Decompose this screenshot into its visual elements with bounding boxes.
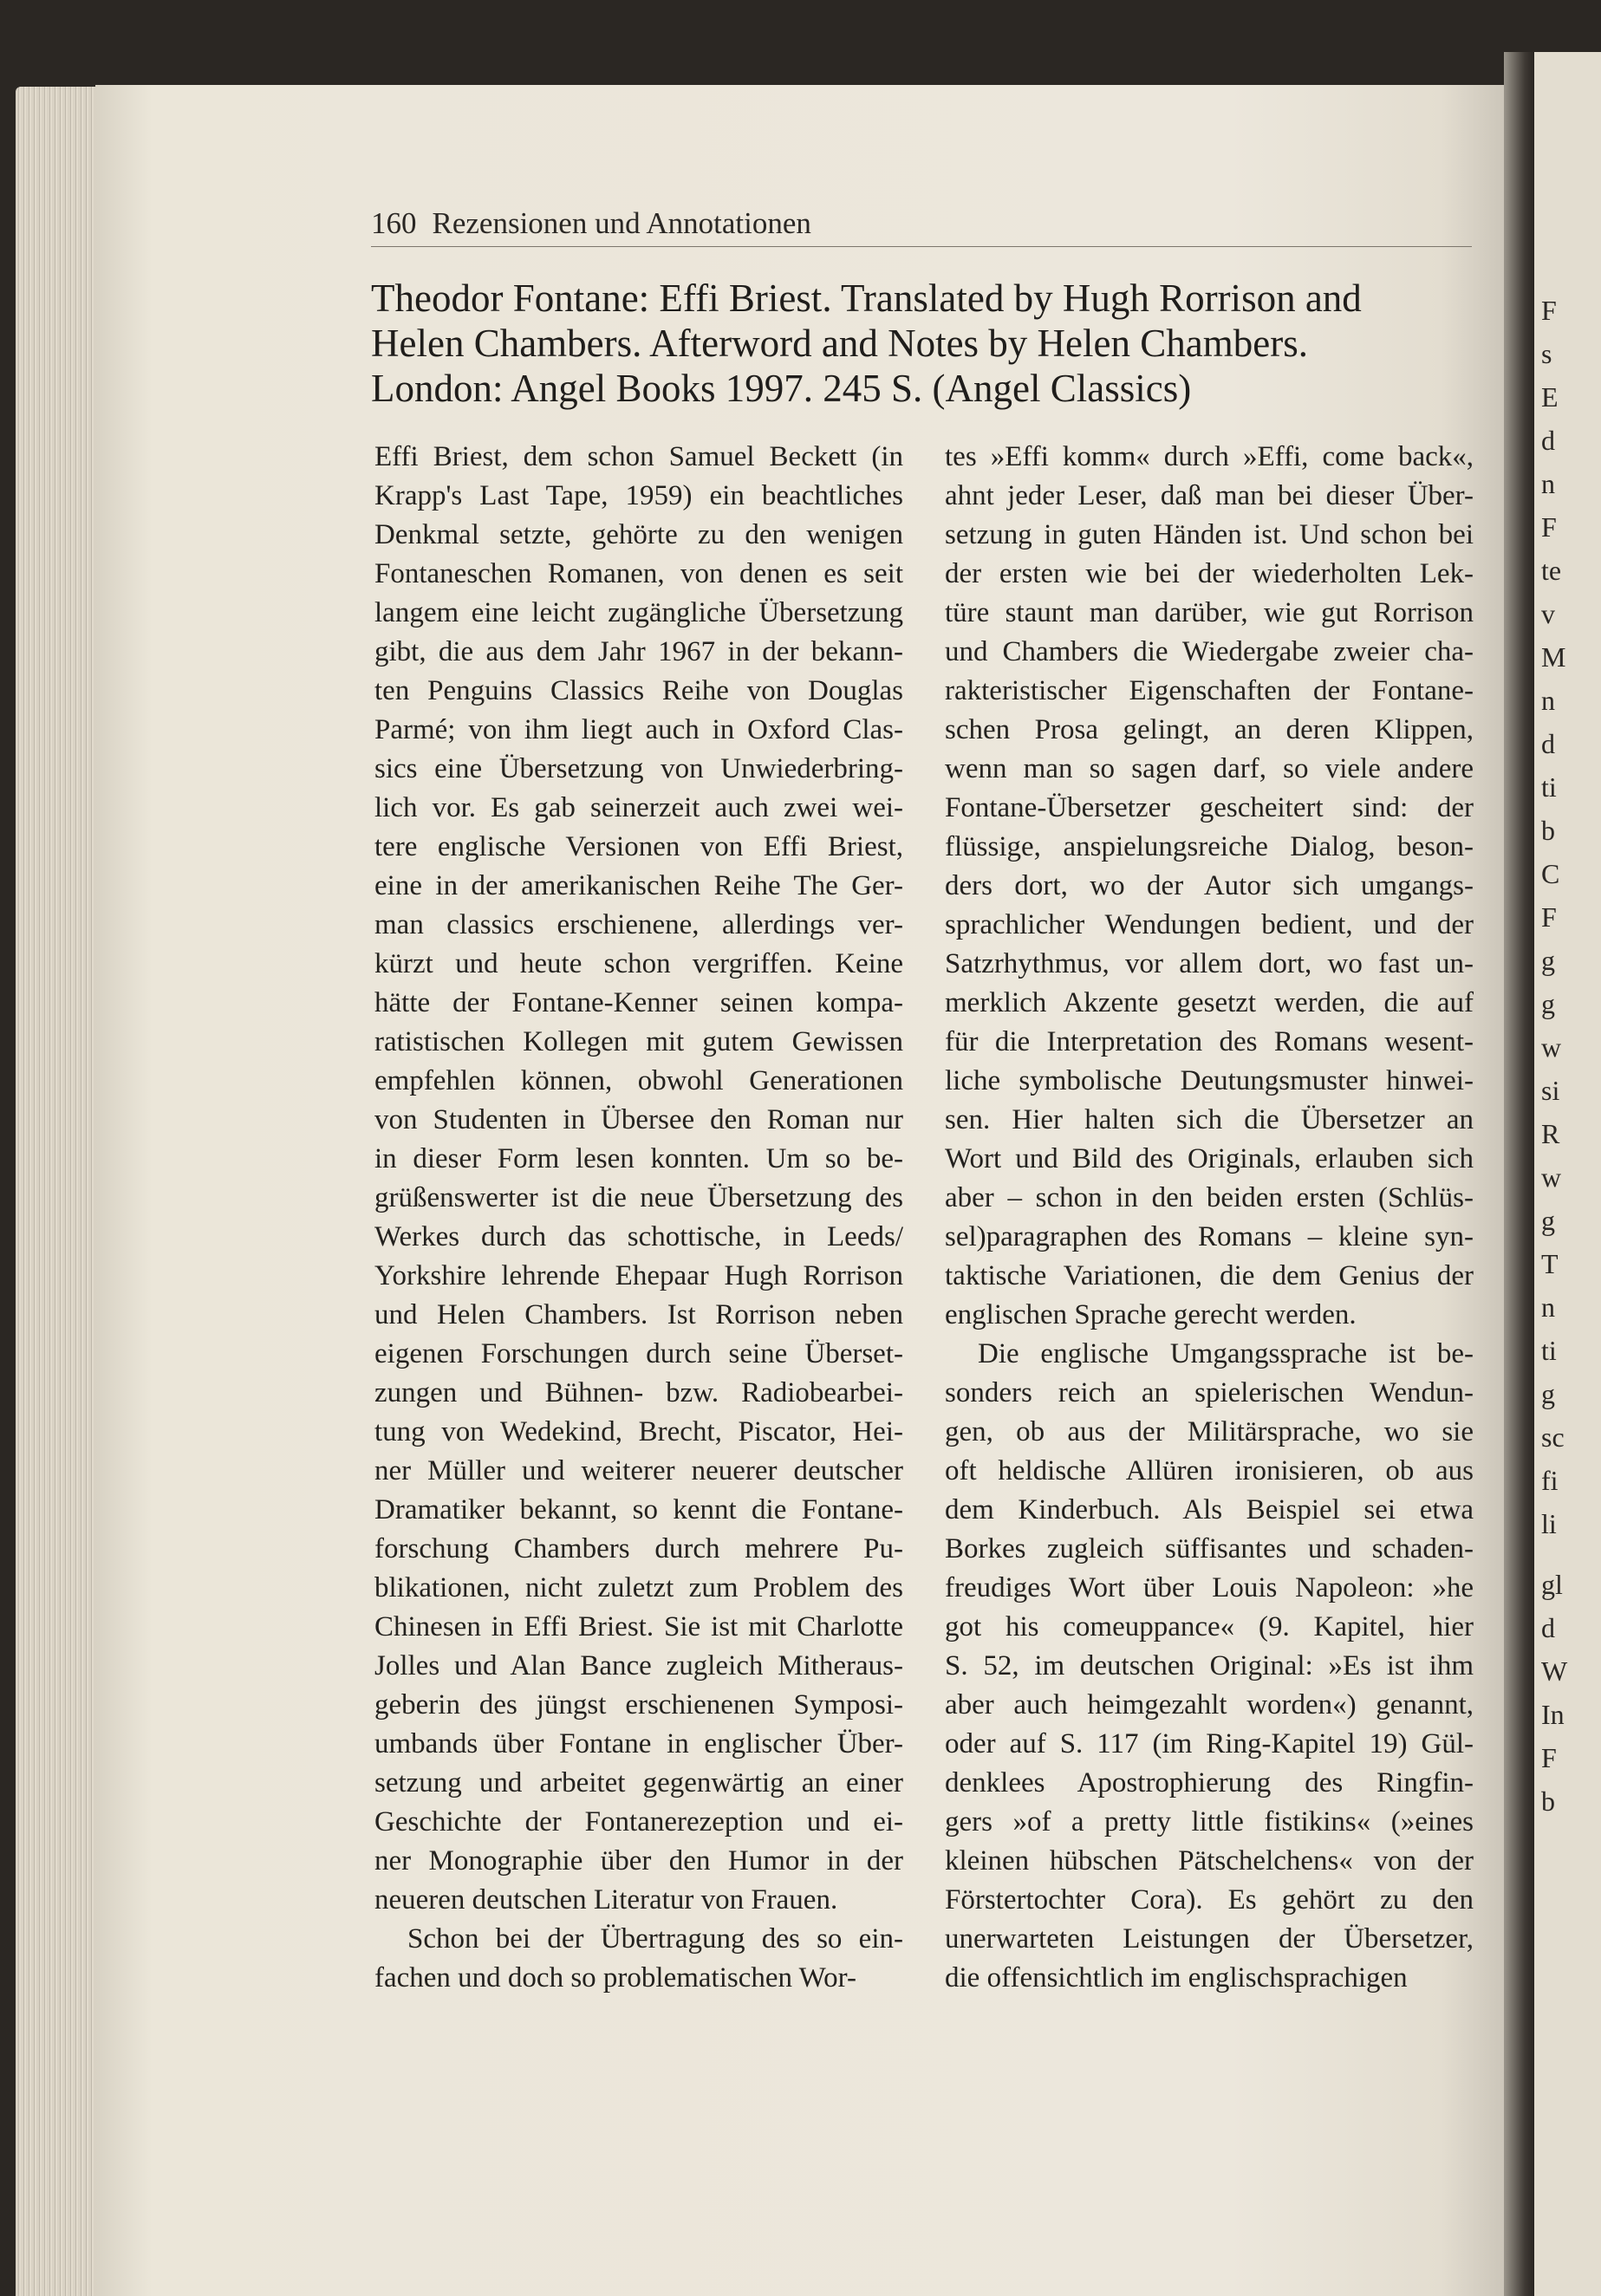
text-line: Yorkshire lehrende Ehepaar Hugh Rorrison: [374, 1260, 903, 1291]
text-line: kleinen hübschen Pätschelchens« von der: [945, 1845, 1474, 1876]
text-line: Wort und Bild des Originals, erlauben sich: [945, 1143, 1474, 1174]
facing-page-fragment: F: [1541, 295, 1557, 326]
text-line: Fontane-Übersetzer gescheitert sind: der: [945, 792, 1474, 823]
text-line: Geschichte der Fontanerezeption und ei-: [374, 1806, 903, 1837]
text-line: Satzrhythmus, vor allem dort, wo fast un-: [945, 948, 1474, 979]
text-line: lich vor. Es gab seinerzeit auch zwei wei-: [374, 792, 903, 823]
text-line: Borkes zugleich süffisantes und schaden-: [945, 1533, 1474, 1564]
text-line: die offensichtlich im englischsprachigen: [945, 1962, 1408, 1994]
facing-page-fragment: s: [1541, 338, 1552, 369]
text-line: dem Kinderbuch. Als Beispiel sei etwa: [945, 1494, 1474, 1525]
title-line: Helen Chambers. Afterword and Notes by Helen Chambers.: [371, 322, 1308, 365]
text-line: denklees Apostrophierung des Ringfin-: [945, 1767, 1474, 1798]
facing-page-fragment: C: [1541, 858, 1560, 889]
facing-page-fragment: w: [1541, 1161, 1562, 1193]
text-line: Denkmal setzte, gehörte zu den wenigen: [374, 519, 903, 550]
text-line: tung von Wedekind, Brecht, Piscator, Hei-: [374, 1416, 903, 1447]
facing-page-fragment: n: [1541, 685, 1555, 716]
facing-page-fragment: li: [1541, 1508, 1557, 1539]
text-line: taktische Variationen, die dem Genius der: [945, 1260, 1474, 1291]
text-line: empfehlen können, obwohl Generationen: [374, 1065, 903, 1096]
text-line: Dramatiker bekannt, so kennt die Fontane-: [374, 1494, 903, 1525]
text-line: aber – schon in den beiden ersten (Schlüs-: [945, 1182, 1474, 1213]
facing-page-fragment: g: [1541, 988, 1555, 1019]
text-line: in dieser Form lesen konnten. Um so be-: [374, 1143, 903, 1174]
text-line: schen Prosa gelingt, an deren Klippen,: [945, 714, 1474, 745]
text-line: gibt, die aus dem Jahr 1967 in der bekann-: [374, 636, 903, 667]
text-line: ner Monographie über den Humor in der: [374, 1845, 903, 1876]
text-line: Schon bei der Übertragung des so ein-: [407, 1923, 903, 1955]
text-line: neueren deutschen Literatur von Frauen.: [374, 1884, 838, 1916]
text-line: ratistischen Kollegen mit gutem Gewissen: [374, 1026, 903, 1057]
text-line: von Studenten in Übersee den Roman nur: [374, 1104, 903, 1135]
title-line: Theodor Fontane: Effi Briest. Translated by Hugh Rorrison and: [371, 276, 1362, 320]
text-line: Fontaneschen Romanen, von denen es seit: [374, 558, 903, 589]
review-title: [371, 276, 1481, 411]
text-line: sen. Hier halten sich die Übersetzer an: [945, 1104, 1474, 1135]
facing-page-fragment: E: [1541, 381, 1559, 413]
running-head: [371, 206, 1472, 247]
text-line: geberin des jüngst erschienenen Symposi-: [374, 1689, 903, 1720]
facing-page-fragment: g: [1541, 1205, 1555, 1236]
text-line: ders dort, wo der Autor sich umgangs-: [945, 870, 1474, 901]
facing-page-fragment: F: [1541, 1742, 1557, 1773]
text-line: Jolles und Alan Bance zugleich Mitheraus-: [374, 1650, 903, 1681]
text-line: langem eine leicht zugängliche Übersetzung: [374, 597, 903, 628]
facing-page-fragment: F: [1541, 901, 1557, 933]
text-line: Effi Briest, dem schon Samuel Beckett (in: [374, 441, 903, 472]
text-line: Parmé; von ihm liegt auch in Oxford Clas-: [374, 714, 903, 745]
facing-page-fragment: b: [1541, 815, 1555, 846]
text-line: merklich Akzente gesetzt werden, die auf: [945, 987, 1474, 1018]
facing-page-fragment: fi: [1541, 1465, 1559, 1496]
text-line: grüßenswerter ist die neue Übersetzung des: [374, 1182, 903, 1213]
text-line: umbands über Fontane in englischer Über-: [374, 1728, 903, 1759]
text-line: sics eine Übersetzung von Unwiederbring-: [374, 753, 903, 784]
text-line: englischen Sprache gerecht werden.: [945, 1299, 1357, 1330]
facing-page-fragment: sc: [1541, 1421, 1565, 1453]
facing-page: [1534, 52, 1601, 2296]
text-line: blikationen, nicht zuletzt zum Problem des: [374, 1572, 903, 1603]
facing-page-fragment: d: [1541, 1612, 1555, 1643]
text-line: sprachlicher Wendungen bedient, und der: [945, 909, 1474, 940]
facing-page-fragment: d: [1541, 728, 1555, 759]
facing-page-fragment: g: [1541, 945, 1555, 976]
text-line: tes »Effi komm« durch »Effi, come back«,: [945, 441, 1474, 472]
left-column: [374, 438, 903, 1998]
text-line: freudiges Wort über Louis Napoleon: »he: [945, 1572, 1474, 1603]
text-line: ner Müller und weiterer neuerer deutscher: [374, 1455, 903, 1486]
facing-page-fragment: n: [1541, 1291, 1555, 1323]
text-line: liche symbolische Deutungsmuster hinwei-: [945, 1065, 1474, 1096]
facing-page-fragment: b: [1541, 1785, 1555, 1817]
section-title: Rezensionen und Annotationen: [432, 206, 811, 240]
title-line: London: Angel Books 1997. 245 S. (Angel Classics): [371, 367, 1192, 410]
text-line: Die englische Umgangssprache ist be-: [978, 1338, 1474, 1369]
text-line: Werkes durch das schottische, in Leeds/: [374, 1221, 903, 1252]
facing-page-fragment: ti: [1541, 1335, 1557, 1366]
text-line: eine in der amerikanischen Reihe The Ger-: [374, 870, 903, 901]
text-line: und Helen Chambers. Ist Rorrison neben: [374, 1299, 903, 1330]
text-line: setzung in guten Händen ist. Und schon bei: [945, 519, 1474, 550]
book-gutter: [1504, 52, 1539, 2296]
text-line: gers »of a pretty little fistikins« (»eines: [945, 1806, 1474, 1837]
text-line: Förstertochter Cora). Es gehört zu den: [945, 1884, 1474, 1916]
text-line: hätte der Fontane-Kenner seinen kompa-: [374, 987, 903, 1018]
text-line: wenn man so sagen darf, so viele andere: [945, 753, 1474, 784]
text-line: got his comeuppance« (9. Kapitel, hier: [945, 1611, 1474, 1642]
text-line: Chinesen in Effi Briest. Sie ist mit Charlotte: [374, 1611, 903, 1642]
facing-page-fragment: te: [1541, 555, 1562, 586]
text-line: sel)paragraphen des Romans – kleine syn-: [945, 1221, 1474, 1252]
text-line: Krapp's Last Tape, 1959) ein beachtliches: [374, 480, 903, 511]
text-line: oder auf S. 117 (im Ring-Kapitel 19) Gül-: [945, 1728, 1474, 1759]
text-line: eigenen Forschungen durch seine Überset-: [374, 1338, 903, 1369]
facing-page-fragment: n: [1541, 468, 1555, 499]
text-line: forschung Chambers durch mehrere Pu-: [374, 1533, 903, 1564]
facing-page-fragment: si: [1541, 1075, 1560, 1106]
facing-page-fragment: M: [1541, 641, 1566, 673]
text-line: und Chambers die Wiedergabe zweier cha-: [945, 636, 1474, 667]
text-line: oft heldische Allüren ironisieren, ob aus: [945, 1455, 1474, 1486]
facing-page-fragment: F: [1541, 511, 1557, 543]
right-column: [945, 438, 1474, 1998]
facing-page-fragment: T: [1541, 1248, 1559, 1279]
text-line: für die Interpretation des Romans wesent-: [945, 1026, 1474, 1057]
text-line: gen, ob aus der Militärsprache, wo sie: [945, 1416, 1474, 1447]
text-line: sonders reich an spielerischen Wendun-: [945, 1377, 1474, 1408]
text-line: fachen und doch so problematischen Wor-: [374, 1962, 856, 1994]
facing-page-fragment: v: [1541, 598, 1555, 629]
text-line: aber auch heimgezahlt worden«) genannt,: [945, 1689, 1474, 1720]
text-line: unerwarteten Leistungen der Übersetzer,: [945, 1923, 1474, 1955]
text-line: zungen und Bühnen- bzw. Radiobearbei-: [374, 1377, 903, 1408]
facing-page-fragment: d: [1541, 425, 1555, 456]
facing-page-fragment: W: [1541, 1655, 1568, 1687]
text-line: S. 52, im deutschen Original: »Es ist ihm: [945, 1650, 1474, 1681]
facing-page-fragment: g: [1541, 1378, 1555, 1409]
text-line: ten Penguins Classics Reihe von Douglas: [374, 675, 903, 706]
text-line: ahnt jeder Leser, daß man bei dieser Über-: [945, 480, 1474, 511]
text-line: man classics erschienene, allerdings ver-: [374, 909, 903, 940]
facing-page-fragment: ti: [1541, 771, 1557, 803]
facing-page-fragment: In: [1541, 1699, 1565, 1730]
text-line: der ersten wie bei der wiederholten Lek-: [945, 558, 1474, 589]
text-line: setzung und arbeitet gegenwärtig an einer: [374, 1767, 903, 1798]
facing-page-fragment: R: [1541, 1118, 1560, 1149]
text-line: rakteristischer Eigenschaften der Fontane-: [945, 675, 1474, 706]
page-number: 160: [371, 206, 417, 240]
text-line: tere englische Versionen von Effi Briest,: [374, 831, 903, 862]
facing-page-fragment: w: [1541, 1031, 1562, 1063]
text-line: kürzt und heute schon vergriffen. Keine: [374, 948, 903, 979]
text-line: türe staunt man darüber, wie gut Rorrison: [945, 597, 1474, 628]
text-line: flüssige, anspielungsreiche Dialog, beson-: [945, 831, 1474, 862]
facing-page-fragment: gl: [1541, 1569, 1563, 1600]
